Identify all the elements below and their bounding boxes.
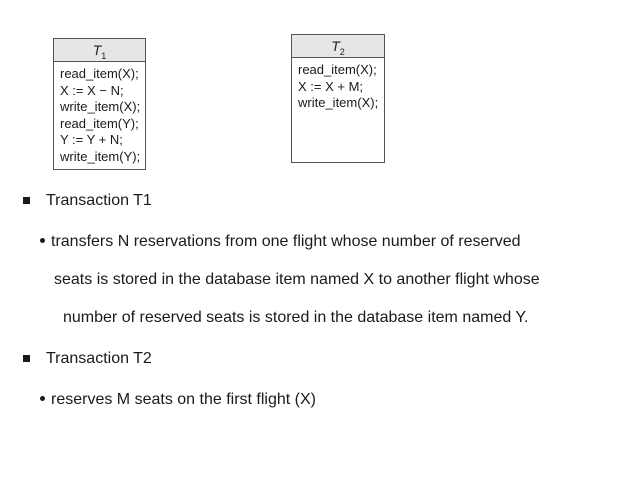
sub-bullet-t1-line-2: seats is stored in the database item named X to another flight whose (54, 271, 540, 288)
t1-header-subscript: 1 (101, 50, 107, 61)
square-bullet-icon (23, 355, 30, 362)
transaction-t2-box (291, 34, 385, 163)
t2-line-1: read_item(X); (298, 62, 377, 77)
bullet-transaction-t1: Transaction T1 (46, 192, 152, 209)
t2-code (292, 58, 384, 112)
t1-line-1: read_item(X); (60, 66, 139, 81)
sub-bullet-t1-line-1 (40, 232, 521, 252)
t2-header-label: T (331, 38, 340, 54)
round-bullet-icon (40, 238, 45, 243)
transaction-t1-box (53, 38, 146, 170)
round-bullet-icon (40, 396, 45, 401)
t1-code (54, 62, 145, 165)
t1-line-2: X := X − N; (60, 82, 124, 98)
bullet-transaction-t2: Transaction T2 (46, 350, 152, 367)
sub-bullet-t1-text-1: transfers N reservations from one flight whose number of reserved (51, 233, 521, 250)
transaction-t1-header (54, 39, 145, 62)
t1-line-5: Y := Y + N; (60, 132, 123, 147)
t2-line-2: X := X + M; (298, 78, 364, 94)
t1-line-4: read_item(Y); (60, 115, 139, 131)
t2-header-subscript: 2 (339, 46, 345, 57)
sub-bullet-t1-line-3: number of reserved seats is stored in the database item named Y. (63, 309, 529, 326)
transaction-t2-header (292, 35, 384, 58)
t1-line-6: write_item(Y); (60, 148, 141, 164)
sub-bullet-t2-text: reserves M seats on the first flight (X) (51, 391, 316, 408)
square-bullet-icon (23, 197, 30, 204)
t2-line-3: write_item(X); (298, 95, 379, 110)
t1-line-3: write_item(X); (60, 99, 141, 114)
sub-bullet-t2-line-1 (40, 390, 316, 410)
t1-header-label: T (92, 42, 102, 58)
